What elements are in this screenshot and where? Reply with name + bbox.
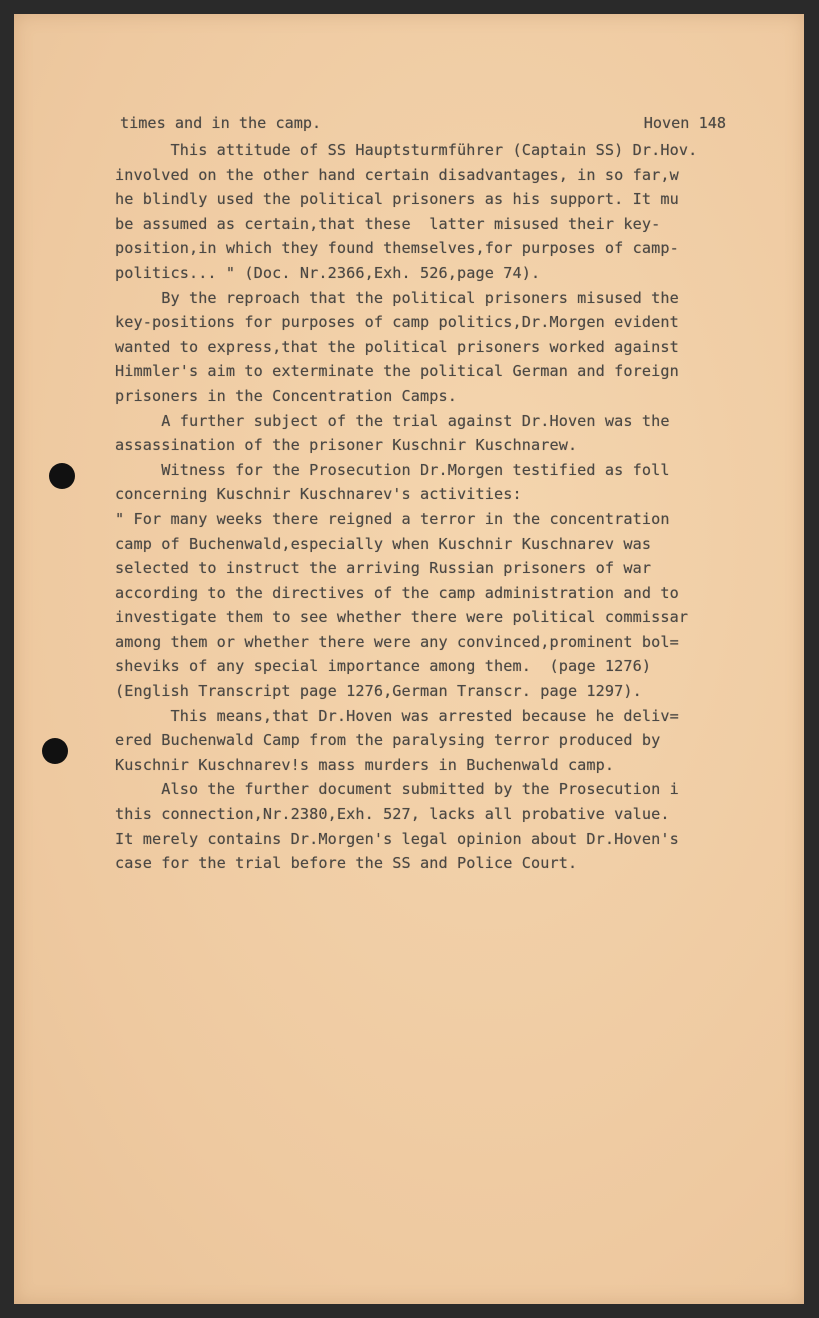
text-line: camp of Buchenwald,especially when Kuschnir Kuschnarev was	[115, 534, 652, 553]
text-line: this connection,Nr.2380,Exh. 527, lacks all probative value.	[115, 805, 670, 824]
text-line: investigate them to see whether there were political commissar	[115, 608, 689, 627]
text-line: Himmler's aim to exterminate the political German and foreign	[115, 362, 679, 381]
text-line: wanted to express,that the political prisoners worked against	[115, 337, 679, 356]
text-line: he blindly used the political prisoners as his support. It mu	[115, 190, 679, 209]
punch-hole-upper	[49, 463, 75, 489]
text-line: be assumed as certain,that these latter misused their key-	[115, 214, 661, 233]
continued-text: times and in the camp.	[120, 114, 322, 132]
text-line: " For many weeks there reigned a terror in the concentration	[115, 509, 670, 528]
text-line: Witness for the Prosecution Dr.Morgen testified as foll	[115, 460, 670, 479]
body-text	[115, 138, 745, 876]
text-line: key-positions for purposes of camp politics,Dr.Morgen evident	[115, 313, 679, 332]
text-line: involved on the other hand certain disadvantages, in so far,w	[115, 165, 679, 184]
text-line: position,in which they found themselves,for purposes of camp-	[115, 239, 679, 258]
text-line: assassination of the prisoner Kuschnir Kuschnarew.	[115, 436, 578, 455]
text-line: A further subject of the trial against Dr.Hoven was the	[115, 411, 670, 430]
text-line: among them or whether there were any convinced,prominent bol=	[115, 632, 679, 651]
text-line: (English Transcript page 1276,German Transcr. page 1297).	[115, 682, 642, 701]
text-line: This attitude of SS Hauptsturmführer (Captain SS) Dr.Hov.	[115, 141, 698, 159]
text-line: Also the further document submitted by the Prosecution i	[115, 780, 679, 799]
text-line: concerning Kuschnir Kuschnarev's activities:	[115, 485, 522, 504]
text-line: This means,that Dr.Hoven was arrested because he deliv=	[115, 706, 679, 725]
text-line: according to the directives of the camp administration and to	[115, 583, 679, 602]
text-line: sheviks of any special importance among them. (page 1276)	[115, 657, 652, 676]
text-line: Kuschnir Kuschnarev!s mass murders in Buchenwald camp.	[115, 755, 615, 774]
text-line: It merely contains Dr.Morgen's legal opinion about Dr.Hoven's	[115, 829, 679, 848]
text-line: By the reproach that the political prisoners misused the	[115, 288, 679, 307]
text-line: case for the trial before the SS and Police Court.	[115, 854, 578, 873]
text-line: selected to instruct the arriving Russian prisoners of war	[115, 559, 652, 578]
punch-hole-lower	[42, 738, 68, 764]
text-line: politics... " (Doc. Nr.2366,Exh. 526,page 74).	[115, 263, 541, 282]
text-line: prisoners in the Concentration Camps.	[115, 386, 458, 405]
page-label: Hoven 148	[643, 114, 726, 132]
page-header	[120, 114, 726, 138]
text-line: ered Buchenwald Camp from the paralysing terror produced by	[115, 731, 661, 750]
